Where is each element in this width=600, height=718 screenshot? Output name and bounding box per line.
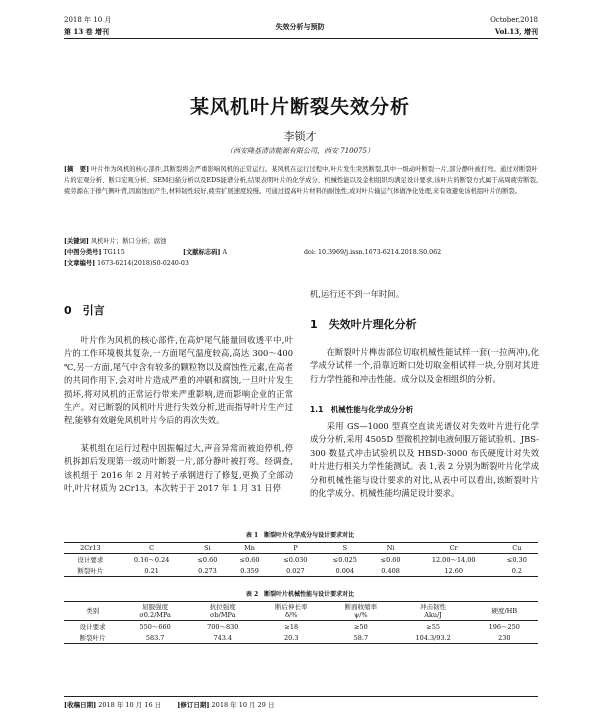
- doc-label: [文献标志码]: [183, 249, 221, 256]
- table-1-cell: 0.16～0.24: [133, 556, 170, 564]
- table-1-caption: 表 1 断裂叶片化学成分与设计要求对比: [245, 532, 355, 539]
- table-1-header-cell: Cu: [512, 544, 522, 552]
- table-row: [64, 632, 538, 644]
- table-2-header-cell: 屈服强度 σ0.2/MPa: [139, 603, 171, 619]
- table-1-header-cell: Cr: [449, 544, 458, 552]
- table-2-header-cell: 类别: [86, 607, 100, 615]
- table-2-header-cell: 断面收缩率 ψ/%: [344, 603, 378, 619]
- table-2-cell: ≥55: [426, 622, 440, 631]
- keywords: [64, 237, 166, 246]
- abstract: [64, 164, 538, 198]
- journal-date: 2018 年 10 月: [64, 16, 112, 24]
- abstract-label: [摘 要]: [64, 166, 90, 173]
- article-number: [64, 259, 189, 268]
- table-2-cell: 550～660: [139, 623, 171, 631]
- table-2-cell: 230: [498, 633, 511, 642]
- table-1-header-cell: C: [149, 544, 155, 552]
- section-0-paragraph-2: 某机组在运行过程中因振幅过大,声音异常而被迫停机,停机拆卸后发现第一级动叶断裂一片,部分静叶被打弯。经调查,该机组于 2016 年 2 月对转子承钢进行了修复,更换了全部动叶,叶片材质为 2Cr13。本次转于于 2017 年 1 月 31 日停: [64, 443, 293, 494]
- journal-volume: 第 13 卷 增刊: [64, 27, 110, 36]
- section-0-heading: 0 引言: [64, 304, 105, 317]
- doc-code: [183, 248, 227, 257]
- keywords-label: [关键词]: [64, 238, 89, 245]
- table-1-header-cell: Mn: [244, 544, 255, 552]
- table-1: [64, 542, 538, 577]
- table-2-cell: 700～830: [207, 623, 239, 631]
- paper-title: 某风机叶片断裂失效分析: [189, 96, 410, 118]
- table-1-cell: 12.60: [444, 566, 464, 575]
- revised-date: 2018 年 10 月 29 日: [211, 701, 275, 709]
- table-1-cell: ≤0.30: [506, 555, 527, 564]
- table-1-cell: 0.21: [144, 566, 159, 575]
- table-row: [64, 554, 538, 566]
- doi: doi: 10.3969/j.issn.1673-6214.2018.S0.062: [304, 249, 442, 256]
- table-2-cell: 196～250: [488, 623, 520, 631]
- table-1-header-cell: 2Cr13: [80, 544, 101, 552]
- table-1-cell: 12.00～14.00: [431, 556, 476, 564]
- clc-value: TG115: [103, 249, 125, 256]
- keywords-value: 风机叶片；断口分析；腐蚀: [90, 238, 167, 245]
- table-2-header-cell: 抗拉强度 σb/MPa: [209, 603, 236, 619]
- clc-number: [64, 248, 125, 257]
- received-label: [收稿日期]: [64, 701, 97, 709]
- received-date: 2018 年 10 月 16 日: [98, 701, 162, 709]
- table-1-cell: 断裂叶片: [77, 567, 104, 575]
- table-2-cell: 58.7: [353, 633, 369, 642]
- paper-affiliation: （西安隆基清洁能源有限公司，西安 710075）: [226, 147, 374, 155]
- table-row: [64, 565, 538, 577]
- doc-value: A: [222, 249, 228, 256]
- table-row: [64, 621, 538, 633]
- table-1-cell: ≤0.030: [283, 555, 308, 564]
- table-1-header-cell: S: [342, 544, 348, 552]
- journal-date-en: October,2018: [490, 16, 538, 24]
- table-1-cell: 0.408: [381, 566, 400, 575]
- section-0-paragraph-1: 叶片作为风机的核心部件,在高炉尾气能量回收透平中,叶片的工作环境极其复杂,一方面尾气温度较高,高达 300～400 ℃,另一方面,尾气中含有较多的颗粒物以及腐蚀性元素,在高者的共同作用下,会对叶片造成严重的冲刷和腐蚀,一旦叶片发生损坏,将对风机的正常运行带来严重影响,进而影响企业的正常生产。对已断裂的风机叶片进行失效分析,进而指导叶片生产过程,能够有效避免风机叶片今后的再次失效。: [64, 335, 293, 426]
- table-2-cell: ≥50: [353, 622, 368, 631]
- table-1-cell: 0.027: [286, 566, 305, 575]
- header-rule: [64, 38, 538, 39]
- table-2-cell: 设计要求: [79, 623, 106, 631]
- table-1-cell: 0.273: [198, 566, 217, 575]
- table-1-header-cell: Ni: [386, 544, 395, 552]
- right-column-continuation: 机,运行还不到一年时间。: [310, 289, 404, 299]
- article-value: 1673-6214(2018)S0-0240-03: [97, 260, 189, 267]
- article-label: [文章编号]: [64, 260, 96, 267]
- table-1-header-cell: Si: [204, 544, 211, 552]
- table-1-cell: 0.004: [335, 566, 355, 575]
- table-1-cell: 0.359: [240, 566, 259, 575]
- table-2-cell: 104.3/93.2: [415, 633, 451, 642]
- paper-author: 李锁才: [283, 130, 317, 143]
- section-1-heading: 1 失效叶片理化分析: [310, 318, 417, 331]
- table-1-cell: ≤0.60: [197, 555, 218, 564]
- table-2-header-cell: 断后伸长率 δ/%: [274, 603, 308, 619]
- clc-label: [中图分类号]: [64, 249, 102, 256]
- journal-volume-en: Vol.13, 增刊: [494, 27, 538, 36]
- table-1-cell: ≤0.60: [239, 555, 260, 564]
- section-1-1-paragraph: 采用 GS—1000 型真空直读光谱仪对失效叶片进行化学成分分析,采用 4505D 型微机控制电液伺服万能试验机、JBS-300 数显式冲击试验机以及 HBSD-3000 布氏硬度计对失效叶片进行相关力学性能测试。表 1,表 2 分别为断裂叶片化学成分和机械性能与设计要求的对比,从表中可以看出,该断裂叶片的化学成分、机械性能均满足设计要求。: [310, 421, 539, 499]
- section-1-paragraph-1: 在断裂叶片榫齿部位切取机械性能试样一套(一拉两冲),化学成分试样一个,沿靠近断口处切取金相试样一块,分别对其进行力学性能和冲击性能、成分以及金相组织的分析。: [310, 347, 539, 384]
- abstract-text: 叶片作为风机的核心部件,其断裂将会严重影响风机的正常运行。某风机在运行过程中,叶片发生突然断裂,其中一级动叶断裂一片,部分静叶被打弯。通过对断裂叶片的宏观分析、断口宏观分析、SEM扫描分析以及EDS能谱分析,结果表明叶片的化学成分、机械性能以及金相组织均满足设计要求,该叶片的断裂方式属于高周疲劳断裂,疲劳源在于排气侧叶背,因腐蚀而产生,材料韧性较好,疲劳扩展速度较慢。可通过提高叶片材料的耐蚀性,或对叶片输运气体做净化处理,来有效避免该机组叶片的断裂。: [64, 166, 538, 196]
- section-1-1-heading: 1.1 机械性能与化学成分分析: [310, 405, 414, 414]
- footer: [64, 696, 538, 709]
- table-2-header-cell: 硬度/HB: [491, 607, 518, 615]
- table-2: [64, 601, 538, 644]
- table-1-cell: 0.2: [511, 566, 523, 575]
- table-2-caption: 表 2 断裂叶片机械性能与设计要求对比: [245, 591, 355, 598]
- journal-name: 失效分析与预防: [275, 22, 325, 31]
- table-1-cell: ≤0.60: [380, 555, 401, 564]
- table-1-cell: 设计要求: [77, 556, 104, 564]
- table-2-header-cell: 冲击韧性 Aku/J: [420, 603, 447, 619]
- table-1-cell: ≤0.025: [332, 555, 357, 564]
- table-2-cell: 断裂叶片: [79, 634, 106, 642]
- revised-label: [修订日期]: [177, 701, 210, 709]
- table-1-header-cell: P: [293, 544, 298, 552]
- table-2-cell: ≥18: [284, 622, 299, 631]
- table-2-cell: 743.4: [213, 633, 233, 642]
- table-2-cell: 20.3: [284, 633, 299, 642]
- table-2-cell: 583.7: [145, 633, 165, 642]
